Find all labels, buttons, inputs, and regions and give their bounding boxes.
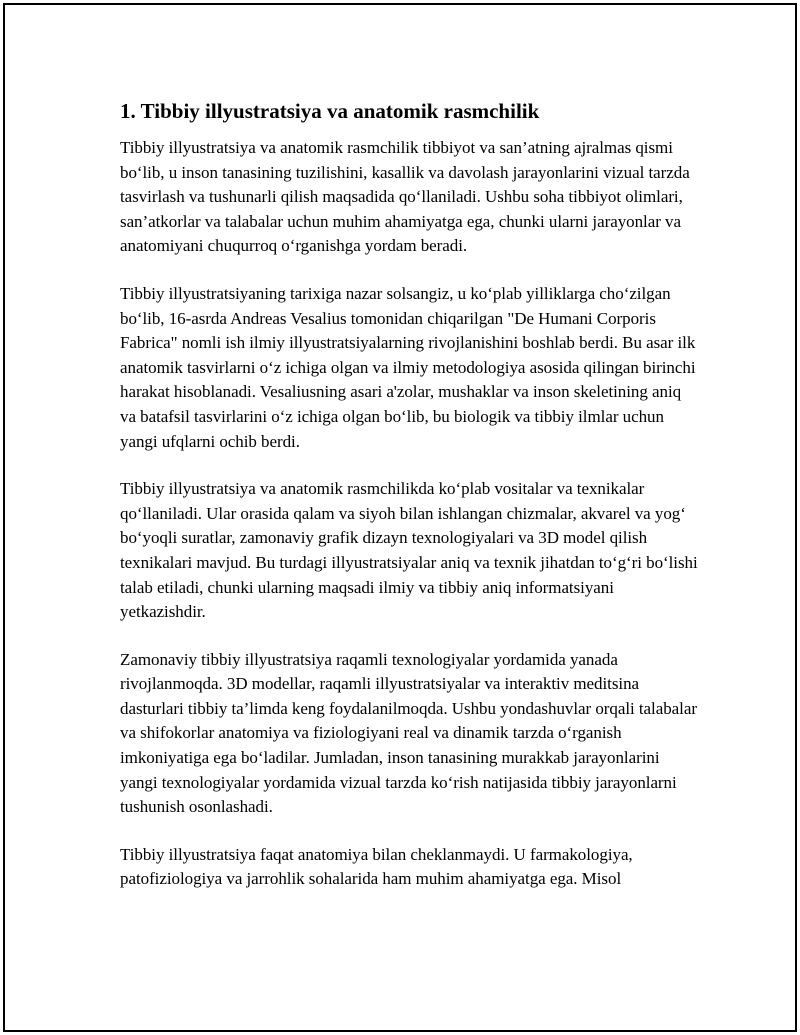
paragraph-5: Tibbiy illyustratsiya faqat anatomiya bilan cheklanmaydi. U farmakologiya, patofiziologiya va jarrohlik sohalarida ham muhim ahamiyatga ega. Misol bbox=[120, 844, 633, 889]
document-body bbox=[120, 98, 700, 915]
paragraph-3: Tibbiy illyustratsiya va anatomik rasmchilikda ko‘plab vositalar va texnikalar qo‘llaniladi. Ular orasida qalam va siyoh bilan ishlangan chizmalar, akvarel va yog‘ bo‘yoqli suratlar, zamonaviy grafik dizayn texnologiyalari va 3D model qilish texnikalari mavjud. Bu turdagi illyustratsiyalar aniq va texnik jihatdan to‘g‘ri bo‘lishi talab etiladi, chunki ularning maqsadi ilmiy va tibbiy aniq informatsiyani yetkazishdir. bbox=[120, 479, 698, 622]
paragraph-1: Tibbiy illyustratsiya va anatomik rasmchilik tibbiyot va san’atning ajralmas qismi bo‘lib, u inson tanasining tuzilishini, kasallik va davolash jarayonlarini vizual tarzda tasvirlash va tushunarli qilish maqsadida qo‘llaniladi. Ushbu soha tibbiyot olimlari, san’atkorlar va talabalar uchun muhim ahamiyatga ega, chunki ularni jarayonlar va anatomiyani chuqurroq o‘rganishga yordam beradi. bbox=[120, 138, 690, 256]
paragraph-4: Zamonaviy tibbiy illyustratsiya raqamli texnologiyalar yordamida yanada rivojlanmoqda. 3D modellar, raqamli illyustratsiyalar va interaktiv meditsina dasturlari tibbiy ta’limda keng foydalanilmoqda. Ushbu yondashuvlar orqali talabalar va shifokorlar anatomiya va fiziologiyani real va dinamik tarzda o‘rganish imkoniyatiga ega bo‘ladilar. Jumladan, inson tanasining murakkab jarayonlarini yangi texnologiyalar yordamida vizual tarzda ko‘rish natijasida tibbiy jarayonlarni tushunish osonlashadi. bbox=[120, 649, 697, 817]
document-page bbox=[3, 3, 797, 1032]
paragraph-2: Tibbiy illyustratsiyaning tarixiga nazar solsangiz, u ko‘plab yilliklarga cho‘zilgan bo‘lib, 16-asrda Andreas Vesalius tomonidan chiqarilgan "De Humani Corporis Fabrica" nomli ish ilmiy illyustratsiyalarning rivojlanishini boshlab berdi. Bu asar ilk anatomik tasvirlarni o‘z ichiga olgan va ilmiy metodologiya asosida qilingan birinchi harakat hisoblanadi. Vesaliusning asari a'zolar, mushaklar va inson skeletining aniq va batafsil tasvirlarini o‘z ichiga olgan bo‘lib, bu biologik va tibbiy ilmlar uchun yangi ufqlarni ochib berdi. bbox=[120, 283, 696, 451]
section-heading: 1. Tibbiy illyustratsiya va anatomik rasmchilik bbox=[120, 99, 540, 123]
